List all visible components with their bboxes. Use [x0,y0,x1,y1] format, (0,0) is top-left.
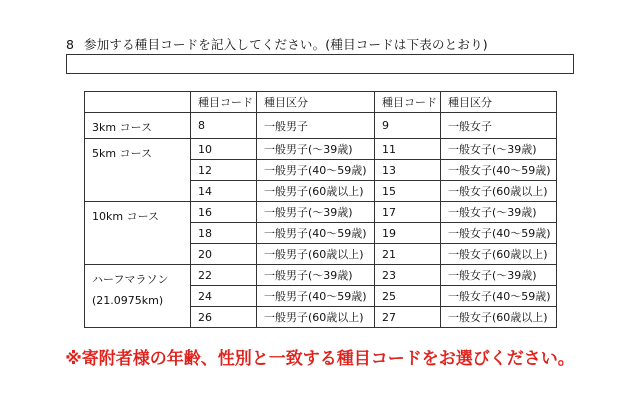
course-cell [85,202,191,265]
male-category-cell: 一般男子(60歳以上) [257,244,375,265]
notice-text: ※寄附者様の年齢、性別と一致する種目コードをお選びください。 [65,349,575,369]
event-code-input-box[interactable] [66,54,574,74]
female-code-cell: 17 [375,202,441,223]
header-cell: 種目コード [191,92,257,113]
male-code-cell: 10 [191,139,257,160]
event-code-table [84,91,557,328]
male-code-cell: 14 [191,181,257,202]
male-code-cell: 26 [191,307,257,328]
male-code-cell: 8 [191,113,257,139]
male-code-cell: 20 [191,244,257,265]
female-code-cell: 11 [375,139,441,160]
female-category-cell: 一般女子(60歳以上) [441,307,557,328]
question-text: 参加する種目コードを記入してください。(種目コードは下表のとおり) [84,37,488,52]
female-category-cell: 一般女子 [441,113,557,139]
course-name: 3km コース [92,121,153,134]
male-code-cell: 16 [191,202,257,223]
male-code-cell: 12 [191,160,257,181]
male-code-cell: 24 [191,286,257,307]
header-cell [85,92,191,113]
female-code-cell: 21 [375,244,441,265]
header-cell: 種目コード [375,92,441,113]
female-category-cell: 一般女子(40～59歳) [441,223,557,244]
male-category-cell: 一般男子(～39歳) [257,139,375,160]
table-header-row [85,92,557,113]
male-category-cell: 一般男子(40～59歳) [257,160,375,181]
male-category-cell: 一般男子(60歳以上) [257,181,375,202]
male-category-cell: 一般男子(40～59歳) [257,286,375,307]
female-code-cell: 27 [375,307,441,328]
course-cell [85,113,191,139]
table-row [85,265,557,286]
course-name: 5km コース [92,147,153,160]
female-category-cell: 一般女子(～39歳) [441,265,557,286]
male-category-cell: 一般男子(60歳以上) [257,307,375,328]
female-code-cell: 13 [375,160,441,181]
female-code-cell: 23 [375,265,441,286]
male-code-cell: 18 [191,223,257,244]
table-row [85,202,557,223]
female-category-cell: 一般女子(～39歳) [441,139,557,160]
female-category-cell: 一般女子(40～59歳) [441,160,557,181]
male-category-cell: 一般男子(～39歳) [257,202,375,223]
female-code-cell: 9 [375,113,441,139]
course-name: 10km コース [92,210,160,223]
male-category-cell: 一般男子(～39歳) [257,265,375,286]
table-row [85,139,557,160]
course-cell [85,265,191,328]
question-prompt [66,35,488,53]
male-category-cell: 一般男子 [257,113,375,139]
female-category-cell: 一般女子(～39歳) [441,202,557,223]
course-distance: (21.0975km) [92,294,164,307]
female-category-cell: 一般女子(40～59歳) [441,286,557,307]
male-code-cell: 22 [191,265,257,286]
female-category-cell: 一般女子(60歳以上) [441,181,557,202]
female-code-cell: 25 [375,286,441,307]
male-category-cell: 一般男子(40～59歳) [257,223,375,244]
course-cell [85,139,191,202]
course-name: ハーフマラソン [92,273,169,286]
table-row [85,113,557,139]
female-category-cell: 一般女子(60歳以上) [441,244,557,265]
female-code-cell: 15 [375,181,441,202]
question-number: 8 [66,37,75,52]
female-code-cell: 19 [375,223,441,244]
header-cell: 種目区分 [257,92,375,113]
header-cell: 種目区分 [441,92,557,113]
